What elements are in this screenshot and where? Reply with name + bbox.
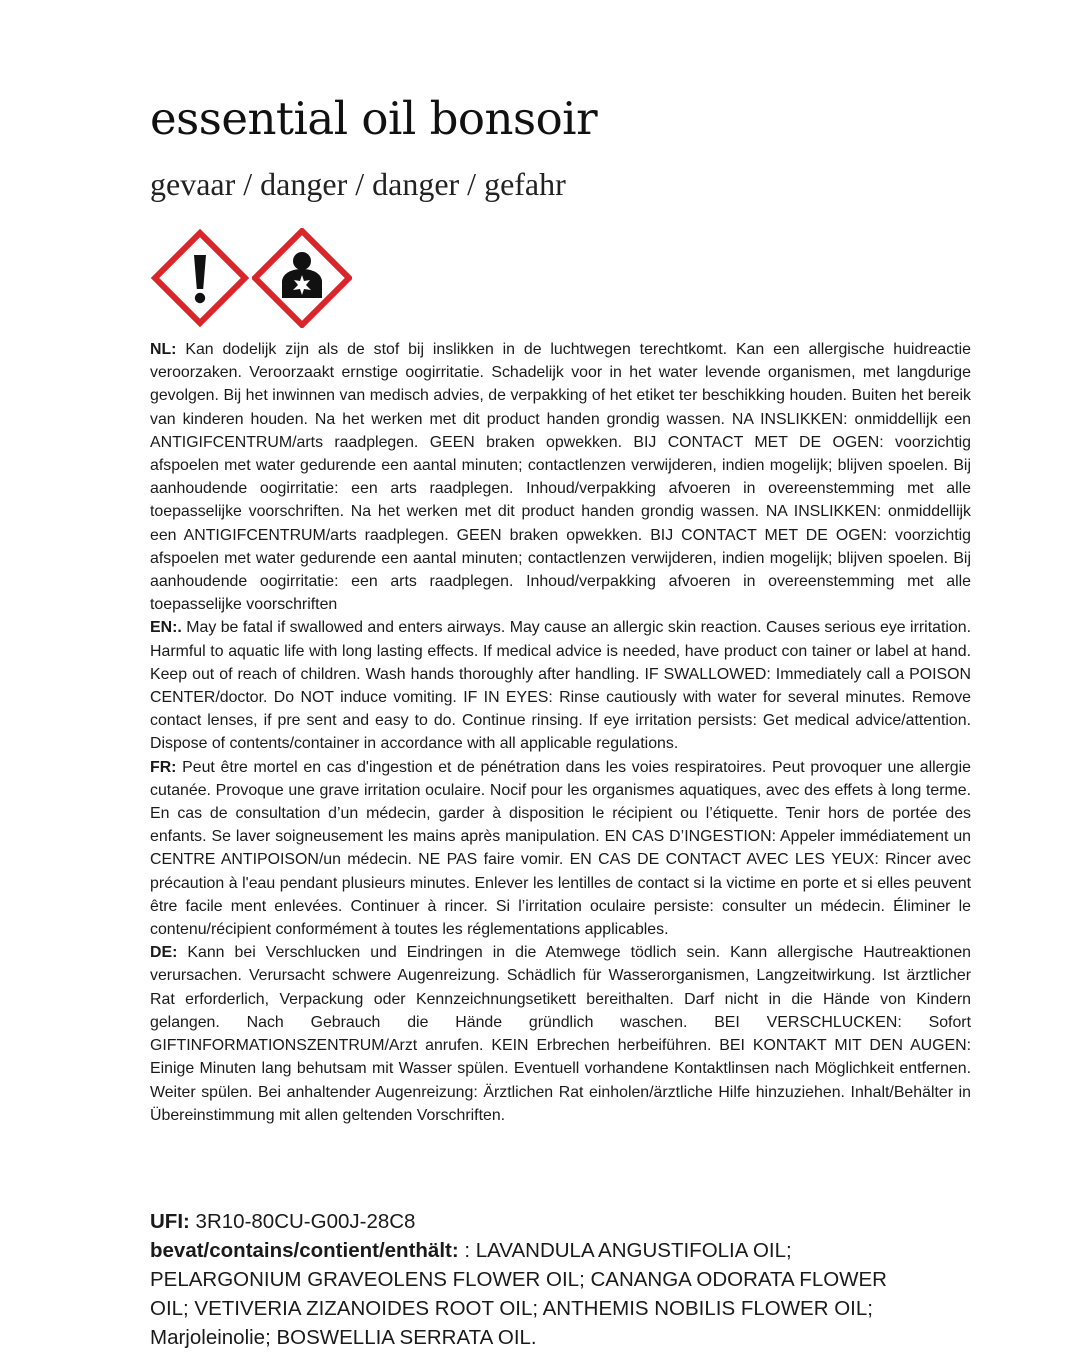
hazard-section-nl: [150, 338, 971, 616]
exclamation-mark-icon: [150, 228, 250, 328]
hazard-text: Kann bei Verschlucken und Eindringen in die Atemwege tödlich sein. Kann allergische Hautreaktionen verursachen. Verursacht schwere Augenreizung. Schädlich für Wasserorganismen, Langzeitwirkung. Ist ärztlicher Rat erforderlich, Verpackung oder Kennzeichnungsetikett bereithalten. Darf nicht in die Hände von Kindern gelangen. Nach Gebrauch die Hände gründlich waschen. BEI VERSCHLUCKEN: Sofort GIFTINFORMATIONSZENTRUM/Arzt anrufen. KEIN Erbrechen herbeiführen. BEI KONTAKT MIT DEN AUGEN: Einige Minuten lang behutsam mit Wasser spülen. Eventuell vorhandene Kontaktlinsen nach Möglichkeit entfernen. Weiter spülen. Bei anhaltender Augenreizung: Ärztlichen Rat einholen/ärztliche Hilfe hinzuziehen. Inhalt/Behälter in Übereinstimmung mit allen geltenden Vorschriften.: [150, 944, 971, 1124]
hazard-text: Peut être mortel en cas d'ingestion et de pénétration dans les voies respiratoires. Peut provoquer une allergie cutanée. Provoque une grave irritation oculaire. Nocif pour les organismes aquatiques, avec des effets à long terme. En cas de consultation d’un médecin, garder à disposition le récipient ou l’étiquette. Tenir hors de portée des enfants. Se laver soigneusement les mains après manipulation. EN CAS D’INGESTION: Appeler immédiatement un CENTRE ANTIPOISON/un médecin. NE PAS faire vomir. EN CAS DE CONTACT AVEC LES YEUX: Rincer avec précaution à l'eau pendant plusieurs minutes. Enlever les lentilles de contact si la victime en porte et si elles peuvent être facile ment enlevées. Continuer à rincer. Si l’irritation oculaire persiste: consulter un médecin. Éliminer le contenu/récipient conformément à toutes les réglementations applicables.: [150, 758, 971, 939]
hazard-section-fr: [150, 756, 971, 942]
ingredients-list: : LAVANDULA ANGUSTIFOLIA OIL; PELARGONIUM GRAVEOLENS FLOWER OIL; CANANGA ODORATA FLOWER OIL; VETIVERIA ZIZANOIDES ROOT OIL; ANTHEMIS NOBILIS FLOWER OIL; Marjoleinolie; BOSWELLIA SERRATA OIL.: [150, 1239, 887, 1349]
lang-label: FR:: [150, 758, 177, 776]
hazard-text: May be fatal if swallowed and enters airways. May cause an allergic skin reaction. Causes serious eye irritation. Harmful to aquatic life with long lasting effects. If medical advice is needed, have product con tainer or label at hand. Keep out of reach of children. Wash hands thoroughly after handling. IF SWALLOWED: Immediately call a POISON CENTER/doctor. Do NOT induce vomiting. IF IN EYES: Rinse cautiously with water for several minutes. Remove contact lenses, if pre sent and easy to do. Continue rinsing. If eye irritation persists: Get medical advice/attention. Dispose of contents/container in accordance with all applicable regulations.: [150, 619, 971, 753]
contains-label: bevat/contains/contient/enthält:: [150, 1239, 459, 1262]
lang-label: DE:: [150, 944, 178, 962]
hazard-section-de: [150, 941, 971, 1127]
hazard-text: Kan dodelijk zijn als de stof bij inslikken in de luchtwegen terechtkomt. Kan een allergische huidreactie veroorzaken. Veroorzaakt ernstige oogirritatie. Schadelijk voor in het water levende organismen, met langdurige gevolgen. Bij het inwinnen van medisch advies, de verpakking of het etiket ter beschikking houden. Buiten het bereik van kinderen houden. Na het werken met dit product handen grondig wassen. NA INSLIKKEN: onmiddellijk een ANTIGIFCENTRUM/arts raadplegen. GEEN braken opwekken. BIJ CONTACT MET DE OGEN: voorzichtig afspoelen met water gedurende een aantal minuten; contactlenzen verwijderen, indien mogelijk; blijven spoelen. Bij aanhoudende oogirritatie: een arts raadplegen. Inhoud/verpakking afvoeren in overeenstemming met alle toepasselijke voorschriften. Na het werken met dit product handen grondig wassen. NA INSLIKKEN: onmiddellijk een ANTIGIFCENTRUM/arts raadplegen. GEEN braken opwekken. BIJ CONTACT MET DE OGEN: voorzichtig afspoelen met water gedurende een aantal minuten; contactlenzen verwijderen, indien mogelijk; blijven spoelen. Bij aanhoudende oogirritatie: een arts raadplegen. Inhoud/verpakking afvoeren in overeenstemming met alle toepasselijke voorschriften: [150, 341, 971, 614]
health-hazard-icon: [252, 228, 352, 328]
ufi-label: UFI:: [150, 1210, 190, 1233]
signal-word: gevaar / danger / danger / gefahr: [150, 166, 566, 202]
product-footer: [150, 1207, 910, 1352]
lang-label: NL:: [150, 341, 177, 358]
lang-label: EN:.: [150, 619, 182, 637]
ufi-line: [150, 1207, 910, 1236]
product-title: essential oil bonsoir: [150, 92, 598, 145]
ufi-value: 3R10-80CU-G00J-28C8: [189, 1210, 416, 1233]
hazard-section-en: [150, 616, 971, 755]
hazard-statements: [150, 338, 971, 1127]
ingredients-line: [150, 1236, 910, 1352]
